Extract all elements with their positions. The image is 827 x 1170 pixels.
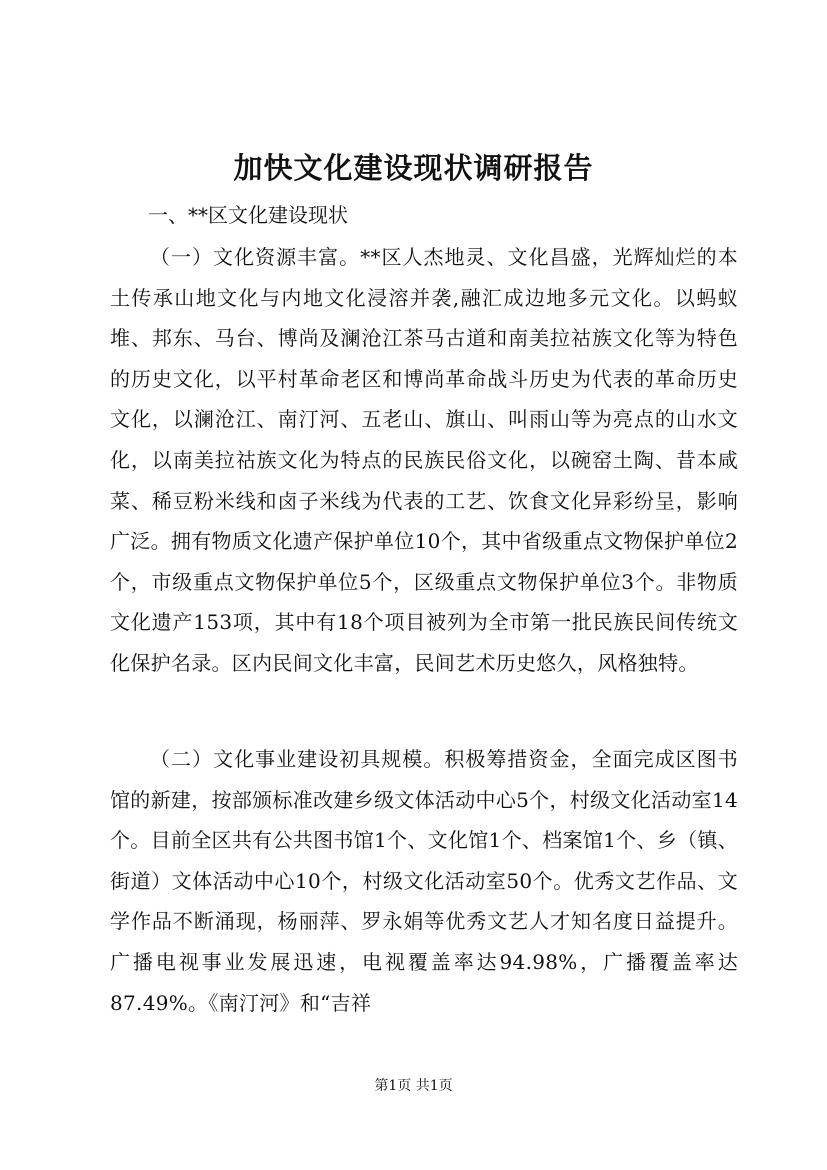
page-number-footer: 第1页 共1页	[374, 1078, 453, 1094]
document-title: 加快文化建设现状调研报告	[233, 151, 594, 185]
section-heading: 一、**区文化建设现状	[148, 203, 348, 227]
paragraph-cultural-resources: （一）文化资源丰富。**区人杰地灵、文化昌盛，光辉灿烂的本土传承山地文化与内地文化浸溶并袭,融汇成边地多元文化。以蚂蚁堆、邦东、马台、博尚及澜沧江茶马古道和南美拉祜族文化等为特色的历史文化，以平村革命老区和博尚革命战斗历史为代表的革命历史文化，以澜沧江、南汀河、五老山、旗山、叫雨山等为亮点的山水文化，以南美拉祜族文化为特点的民族民俗文化，以碗窑土陶、昔本咸菜、稀豆粉米线和卤子米线为代表的工艺、饮食文化异彩纷呈，影响广泛。拥有物质文化遗产保护单位10个，其中省级重点文物保护单位2个，市级重点文物保护单位5个，区级重点文物保护单位3个。非物质文化遗产153项，其中有18个项目被列为全市第一批民族民间传统文化保护名录。区内民间文化丰富，民间艺术历史悠久，风格独特。	[110, 245, 738, 675]
paragraph-cultural-undertakings: （二）文化事业建设初具规模。积极筹措资金，全面完成区图书馆的新建，按部颁标准改建乡级文体活动中心5个，村级文化活动室14个。目前全区共有公共图书馆1个、文化馆1个、档案馆1个、乡（镇、街道）文体活动中心10个，村级文化活动室50个。优秀文艺作品、文学作品不断涌现，杨丽萍、罗永娟等优秀文艺人才知名度日益提升。广播电视事业发展迅速，电视覆盖率达94.98%，广播覆盖率达87.49%。《南汀河》和“吉祥	[110, 747, 738, 1015]
